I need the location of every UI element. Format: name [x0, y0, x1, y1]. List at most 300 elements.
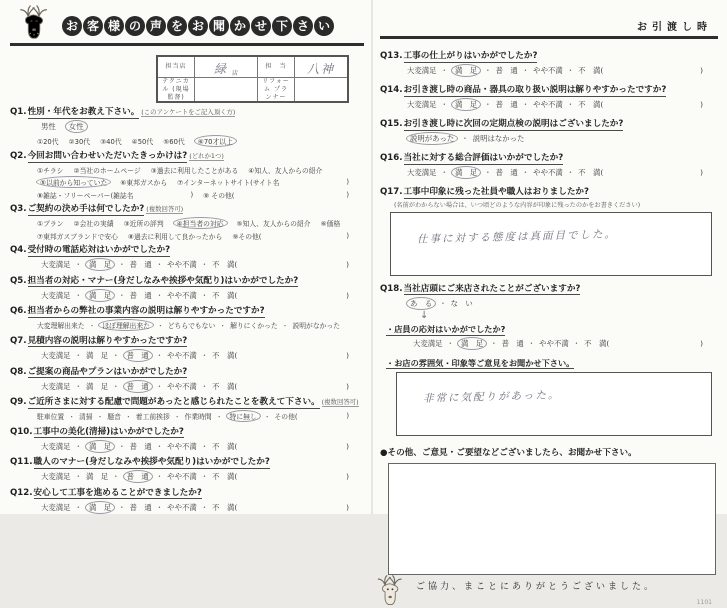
option-separator: ・ [155, 381, 164, 391]
question-title [10, 107, 364, 119]
option-separator: ・ [490, 338, 498, 348]
option-separator: ・ [484, 168, 492, 178]
section-rule [380, 36, 718, 39]
title-rule [10, 43, 364, 46]
options-line [10, 190, 364, 200]
option: ) [346, 290, 349, 300]
options-line [380, 64, 718, 77]
option: ⑨ その他( [203, 191, 235, 200]
option-selected: 満 足 [451, 98, 481, 111]
option: 不 満( [212, 472, 238, 482]
question-text: 受付時の電話応対はいかがでしたか? [27, 245, 171, 256]
handwritten-store-name: 緑 [213, 61, 228, 76]
handwritten-arrow: ↓ [420, 310, 429, 322]
option: ) [346, 441, 349, 451]
option: 普 通 [129, 441, 152, 451]
question-text: ご提案の商品やプランはいかがでしたか? [27, 366, 188, 377]
staff-table [156, 55, 349, 103]
option-selected: ほぼ理解出来た [98, 319, 154, 331]
option: ) [346, 190, 349, 199]
option: やや不満 [167, 472, 197, 482]
question-number: Q14. [380, 85, 403, 96]
option-separator: ・ [440, 66, 448, 76]
option: 普 通 [129, 290, 152, 300]
option-separator: ・ [440, 100, 448, 110]
options-line [10, 410, 364, 422]
question-number: Q9. [10, 397, 27, 408]
masthead [10, 4, 364, 42]
question-title [386, 324, 718, 335]
option: ) [346, 231, 349, 240]
option-selected: 満 足 [457, 337, 487, 350]
option: ) [190, 190, 194, 199]
question-number: Q11. [10, 457, 33, 468]
option-separator: ・ [155, 472, 164, 482]
option-selected: 説明があった [406, 132, 458, 145]
question-title [386, 358, 718, 369]
option: ②当社のホームページ [73, 166, 141, 175]
option: 不 満( [578, 66, 604, 76]
option: 大変満足 [41, 381, 71, 391]
question-title [10, 367, 364, 379]
question-title [10, 397, 364, 409]
option-selected: 満 足 [451, 166, 481, 179]
question-q18 [380, 284, 718, 436]
option: やや不満 [533, 168, 563, 178]
option-selected: 満 足 [85, 501, 115, 514]
question-text: 性別・年代をお教え下さい。 [27, 107, 140, 118]
question-title [10, 427, 364, 439]
section-title-handover: お引渡し時 [637, 22, 712, 33]
option: 不 満( [212, 441, 238, 451]
option-selected: あ る [406, 297, 436, 310]
page-left [10, 0, 364, 518]
option-separator: ・ [74, 260, 82, 270]
option: ①チラシ [37, 166, 64, 175]
title-char: い [314, 16, 334, 36]
option: 説明はなかった [472, 134, 525, 144]
title-char: を [167, 16, 187, 36]
other-comments-label: ●その他、ご意見・ご要望などございましたら、お聞かせ下さい。 [380, 447, 637, 458]
option: 説明がなかった [292, 322, 341, 331]
question-text: ご契約の決め手は何でしたか? [27, 204, 145, 215]
option: ⑥東邦ガスから [120, 179, 168, 188]
question-title [380, 153, 718, 165]
option: 大変理解出来た [37, 322, 85, 331]
option: 不 満( [212, 503, 238, 513]
question-text: ・店員の応対はいかがでしたか? [386, 324, 506, 335]
options-line [10, 501, 364, 514]
option: な い [450, 299, 473, 309]
options-line [386, 337, 718, 350]
deer-logo-icon [16, 4, 54, 42]
option-separator: ・ [200, 441, 209, 451]
question-title [10, 457, 364, 469]
staff-planner-value [295, 78, 349, 103]
question-number: Q2. [10, 151, 27, 162]
option: ⑦インターネットサイト(サイト名 [177, 179, 280, 188]
option: ①プラン [37, 220, 64, 229]
question-number: Q4. [10, 245, 27, 256]
question-title [380, 284, 718, 296]
option-separator: ・ [112, 381, 120, 391]
staff-planner-label: リフォーム プランナー [258, 78, 295, 103]
question-number: Q7. [10, 335, 27, 346]
question-text: 担当者の対応・マナー(身だしなみや挨拶や気配り)はいかがでしたか? [27, 275, 299, 286]
question-number: Q18. [380, 283, 403, 294]
option-separator: ・ [527, 338, 536, 348]
staff-person-value [295, 56, 349, 78]
option: ①20代 [37, 137, 59, 146]
other-comments-section [380, 446, 718, 606]
option-separator: ・ [446, 338, 454, 348]
question-q6 [10, 306, 364, 331]
option-separator: ・ [566, 100, 575, 110]
option: ) [700, 66, 703, 76]
option: 騒音 [107, 413, 121, 422]
option-separator: ・ [566, 66, 575, 76]
option-separator: ・ [521, 66, 530, 76]
option: ⑧過去に利用して良かったから [127, 232, 223, 241]
option: ) [346, 351, 349, 361]
staff-store-value [195, 56, 258, 78]
question-q11 [10, 457, 364, 483]
question-q14 [380, 85, 718, 111]
question-text: 担当者からの弊社の事業内容の説明は解りやすかったですか? [27, 306, 265, 317]
question-q10 [10, 427, 364, 453]
option: 大変満足 [41, 260, 71, 270]
options-line [10, 319, 364, 331]
option: 大変満足 [407, 66, 437, 76]
question-number: Q13. [380, 51, 403, 61]
option-separator: ・ [74, 290, 82, 300]
title-char: か [230, 16, 250, 36]
option: ) [346, 178, 349, 187]
option-separator: ・ [112, 351, 120, 361]
question-title [380, 85, 718, 97]
question-text: 当社に対する総合評価はいかがでしたか? [403, 153, 564, 164]
option-separator: ・ [200, 472, 209, 482]
question-title [10, 245, 364, 257]
option: 不 満( [212, 260, 238, 270]
question-title [10, 488, 364, 500]
question-q4 [10, 245, 364, 271]
question-title [380, 187, 718, 199]
title-char: お [188, 16, 208, 36]
question-text: 工事の仕上がりはいかがでしたか? [403, 51, 538, 61]
option: その他( [274, 413, 298, 422]
title-char: 下 [272, 16, 292, 36]
question-note: (複数回答可) [321, 398, 359, 407]
option: 満 足 [85, 472, 109, 482]
option: 大変満足 [407, 100, 437, 110]
handwritten-comment: 非常に気配りがあった。 [422, 388, 561, 405]
options-line [10, 176, 364, 188]
option: ) [700, 168, 703, 178]
question-number: Q12. [10, 487, 33, 498]
question-q7 [10, 336, 364, 362]
question-text: 職人のマナー(身だしなみや挨拶や気配り)はいかがでしたか? [33, 457, 270, 468]
option-separator: ・ [118, 260, 126, 270]
option-separator: ・ [263, 413, 271, 422]
question-subnote: (名前がわからない場合は、いつ頃どのような内容が印象に残ったのかをお書きください) [394, 201, 641, 209]
comment-box [396, 372, 712, 436]
title-char: せ [251, 16, 271, 36]
option: やや不満 [167, 290, 197, 300]
staff-store-label: 担当店 [157, 56, 195, 78]
handwritten-comment: 仕事に対する態度は真面目でした。 [416, 228, 618, 246]
option: 不 満( [584, 338, 610, 348]
option-selected: 特に無し [226, 410, 261, 422]
option: ) [346, 260, 349, 270]
option: 清掃 [78, 413, 93, 422]
options-line [10, 440, 364, 453]
question-title [10, 151, 364, 163]
option: 大変満足 [413, 338, 443, 348]
option-separator: ・ [200, 260, 209, 270]
options-line [10, 231, 364, 241]
option-selected: 女性 [65, 120, 88, 133]
option: ⑦東邦ガスブランドで安心 [37, 232, 118, 241]
option: ⑤知人、友人からの紹介 [236, 220, 311, 229]
option: ) [700, 100, 703, 110]
question-title [10, 276, 364, 288]
option: 不 満( [212, 290, 238, 300]
option: ②会社の実績 [73, 220, 114, 229]
option: 不 満( [578, 100, 604, 110]
options-line [380, 297, 718, 310]
question-text: 見積内容の説明は解りやすかったですか? [27, 335, 188, 346]
option-separator: ・ [118, 503, 126, 513]
option: 大変満足 [41, 351, 71, 361]
title-char: 様 [104, 16, 124, 36]
question-text: お引き渡し時に次回の定期点検の説明はございましたか? [403, 119, 624, 130]
option-separator: ・ [155, 441, 164, 451]
page-fold-divider [371, 0, 373, 514]
option: ⑤60代 [163, 137, 185, 146]
option-separator: ・ [155, 290, 164, 300]
option: やや不満 [167, 503, 197, 513]
question-text: お引き渡し時の商品・器具の取り扱い説明は解りやすかったですか? [403, 85, 667, 96]
question-q2 [10, 151, 364, 199]
option: 解りにくかった [230, 322, 278, 331]
sub-question [386, 324, 718, 350]
question-text: ・お店の雰囲気・印象等ご意見をお聞かせ下さい。 [386, 357, 575, 368]
option: やや不満 [167, 351, 197, 361]
question-note: (どれか1つ) [189, 152, 224, 161]
question-number: Q8. [10, 366, 27, 377]
option-selected: 満 足 [85, 289, 115, 302]
options-line [380, 132, 718, 145]
option-separator: ・ [566, 168, 575, 178]
option: ⑨その他( [232, 232, 262, 241]
question-title [10, 204, 364, 216]
option-separator: ・ [96, 413, 104, 422]
option-separator: ・ [200, 290, 209, 300]
option: ) [346, 381, 349, 391]
option: 満 足 [85, 351, 109, 361]
question-text: 安心して工事を進めることができましたか? [33, 487, 202, 498]
option: ⑥価格 [320, 220, 341, 229]
question-text: ご近所さまに対する配慮で問題があったと感じられたことを教えて下さい。 [27, 397, 320, 408]
option: 大変満足 [41, 503, 71, 513]
options-line [10, 120, 364, 133]
options-line [10, 217, 364, 229]
question-note: (複数回答可) [146, 205, 184, 214]
option: 普 通 [129, 260, 152, 270]
page-number: 1101 [696, 598, 712, 606]
option-selected: 満 足 [451, 64, 481, 77]
question-number: Q5. [10, 275, 27, 286]
option-separator: ・ [156, 322, 164, 331]
option: 大変満足 [41, 290, 71, 300]
store-suffix: 店 [232, 69, 239, 77]
option: ) [346, 472, 349, 482]
option: ) [346, 503, 349, 513]
option-separator: ・ [521, 100, 530, 110]
title-char: さ [293, 16, 313, 36]
question-q15 [380, 119, 718, 145]
option: 不 満( [212, 351, 238, 361]
option-separator: ・ [173, 413, 181, 422]
option-separator: ・ [74, 381, 82, 391]
question-text: 工事中の美化(清掃)はいかがでしたか? [33, 426, 184, 437]
option: 普 通 [501, 338, 524, 348]
question-text: 当社店頭にご来店されたことがございますか? [403, 283, 581, 294]
question-q9 [10, 397, 364, 422]
question-list-left [10, 107, 364, 514]
question-number: Q1. [10, 107, 27, 118]
question-q1 [10, 107, 364, 147]
question-q17 [380, 187, 718, 276]
option: 不 満( [212, 381, 238, 391]
options-line [10, 349, 364, 362]
deer-footer-icon [374, 574, 408, 608]
option: 普 通 [129, 503, 152, 513]
sub-question [386, 358, 718, 436]
question-title [10, 306, 364, 318]
option-selected: 満 足 [85, 440, 115, 453]
option: ③40代 [100, 137, 122, 146]
thank-you-text: ご協力、まことにありがとうございました。 [416, 581, 657, 592]
option-separator: ・ [200, 503, 209, 513]
option: やや不満 [167, 441, 197, 451]
staff-technical-label: テクニカル (現場監督) [157, 78, 195, 103]
question-q16 [380, 153, 718, 179]
option-separator: ・ [200, 381, 209, 391]
question-q13 [380, 51, 718, 77]
page-title [62, 15, 335, 36]
option: 作業時間 [184, 413, 212, 422]
option-separator: ・ [155, 351, 164, 361]
option: 不 満( [578, 168, 604, 178]
option-separator: ・ [521, 168, 530, 178]
option-separator: ・ [74, 441, 82, 451]
option-separator: ・ [68, 413, 75, 422]
option-separator: ・ [572, 338, 581, 348]
option-separator: ・ [215, 413, 223, 422]
options-line [10, 289, 364, 302]
option-separator: ・ [74, 472, 82, 482]
question-number: Q16. [380, 153, 403, 164]
question-number: Q3. [10, 204, 27, 215]
staff-technical-value [195, 78, 258, 103]
staff-person-label: 担 当 [258, 56, 295, 78]
option: 駐車位置 [37, 413, 65, 422]
question-q12 [10, 488, 364, 514]
option-separator: ・ [200, 351, 209, 361]
option-separator: ・ [155, 260, 164, 270]
comment-box [390, 212, 712, 276]
question-list-right [380, 51, 718, 436]
option: ) [700, 338, 703, 348]
option-selected: 満 足 [85, 258, 115, 271]
title-char: 客 [83, 16, 103, 36]
option: やや不満 [167, 260, 197, 270]
question-number: Q17. [380, 187, 403, 198]
option: 大変満足 [41, 472, 71, 482]
options-line [10, 165, 364, 175]
option-selected: 普 通 [123, 349, 153, 362]
option: やや不満 [539, 338, 569, 348]
options-line [10, 470, 364, 483]
page-right [380, 0, 718, 606]
option: 普 通 [495, 100, 518, 110]
question-title [10, 336, 364, 348]
question-number: Q15. [380, 119, 403, 130]
option-separator: ・ [440, 168, 448, 178]
option-selected: 普 通 [123, 380, 153, 393]
option-separator: ・ [88, 322, 96, 331]
option: どちらでもない [167, 322, 216, 331]
option: ④知人、友人からの紹介 [248, 166, 323, 175]
options-line [380, 98, 718, 111]
option: 大変満足 [41, 441, 71, 451]
handwritten-person-name: 八神 [306, 61, 335, 76]
option: ②30代 [68, 137, 91, 146]
question-title [380, 51, 718, 63]
option-separator: ・ [118, 290, 126, 300]
option-selected: 普 通 [123, 470, 153, 483]
option-separator: ・ [155, 503, 164, 513]
option-separator: ・ [281, 322, 289, 331]
option: 大変満足 [407, 168, 437, 178]
options-line [10, 258, 364, 271]
option: ④50代 [131, 137, 154, 146]
option: ③近所の評判 [123, 220, 164, 229]
option-separator: ・ [74, 351, 82, 361]
question-title [380, 119, 718, 131]
question-text: 工事中印象に残った社員や職人はおりましたか? [403, 187, 589, 198]
option-selected: ⑤以前から知っていた [36, 176, 111, 188]
question-q3 [10, 204, 364, 241]
other-comments-box [388, 463, 716, 575]
option-separator: ・ [124, 413, 132, 422]
option: ) [346, 412, 349, 421]
option-separator: ・ [484, 66, 492, 76]
option-separator: ・ [461, 134, 469, 144]
title-char: の [125, 16, 145, 36]
title-char: お [62, 16, 82, 36]
option: 着工前挨拶 [135, 413, 170, 422]
option: 男性 [41, 122, 56, 132]
option-separator: ・ [112, 472, 120, 482]
option: ⑧雑誌・フリーペーパー(雑誌名 [37, 191, 134, 200]
options-line [10, 380, 364, 393]
option-separator: ・ [74, 503, 82, 513]
question-number: Q10. [10, 426, 33, 437]
question-q8 [10, 367, 364, 393]
